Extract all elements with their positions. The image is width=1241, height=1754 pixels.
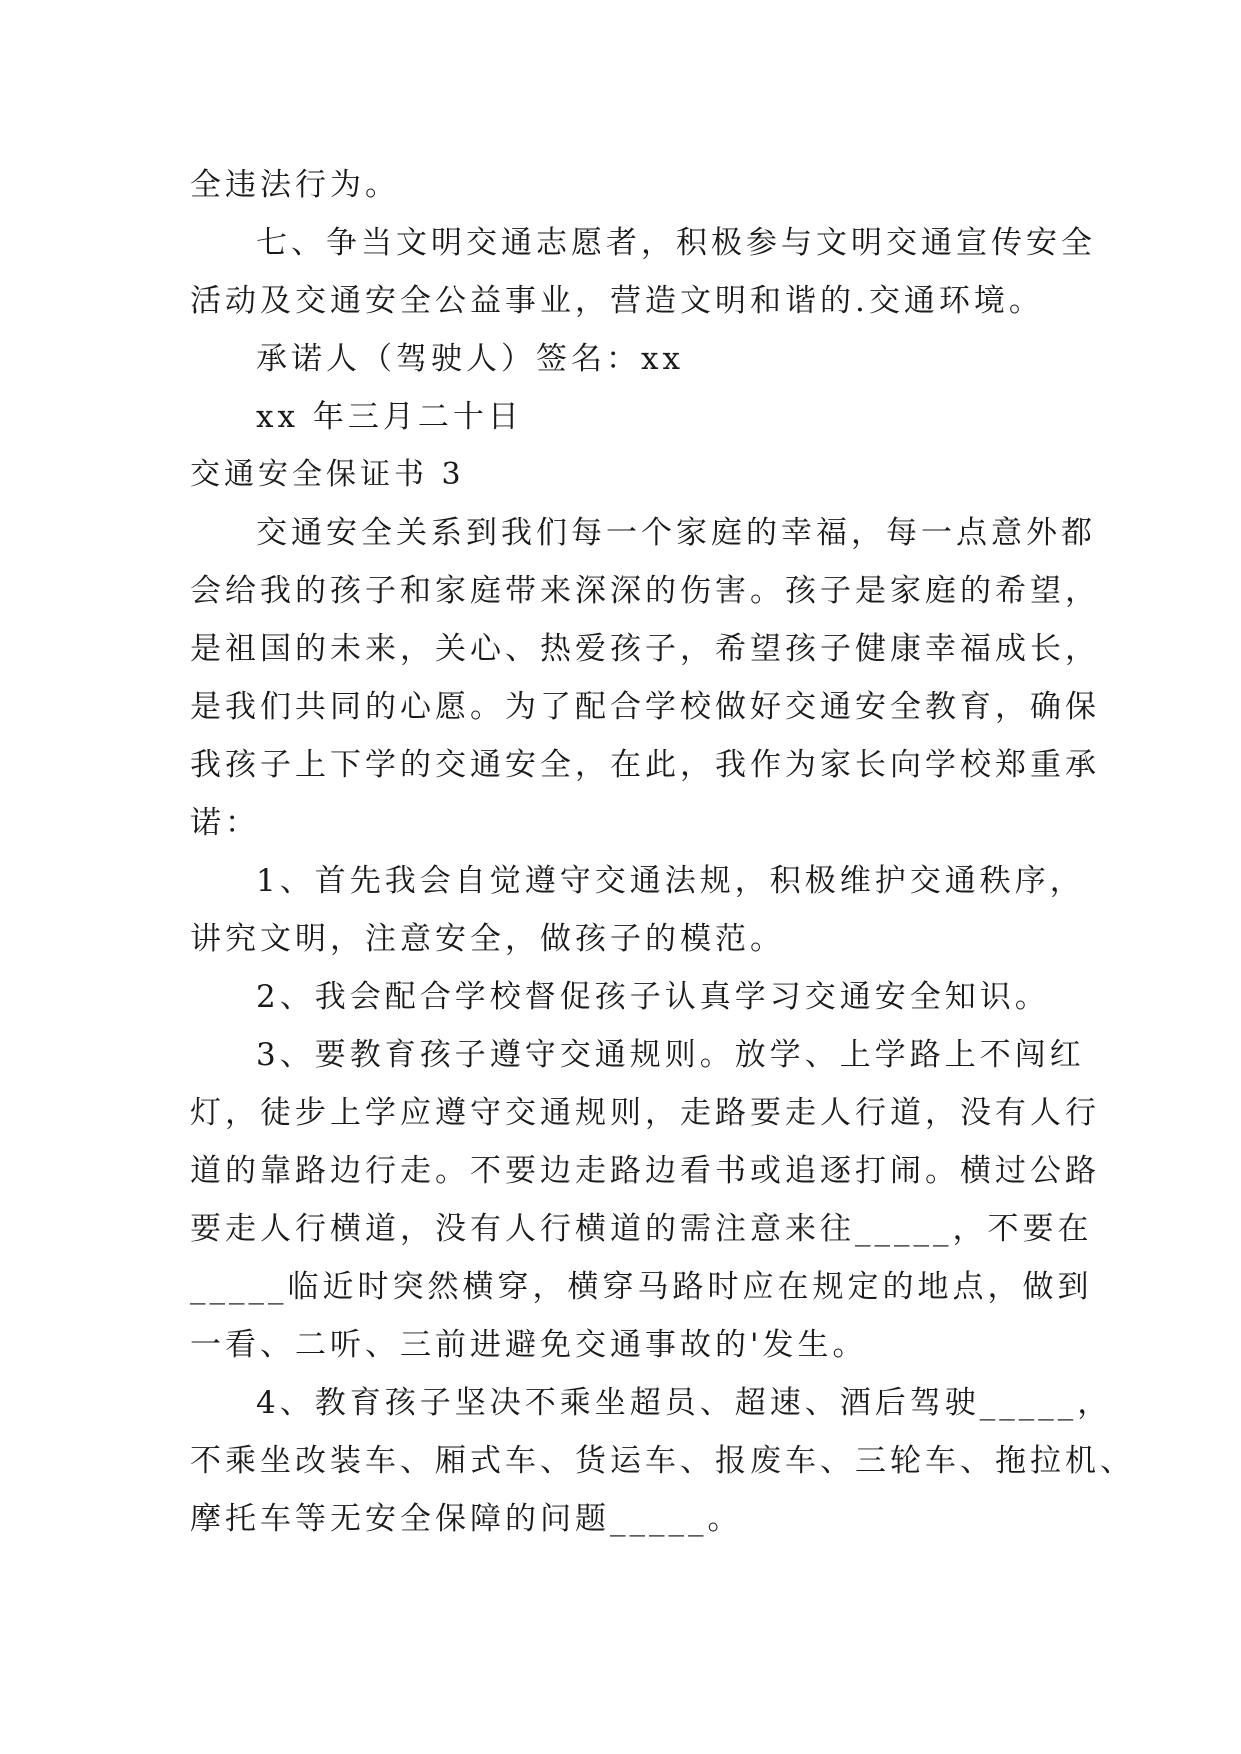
list-item: 4、教育孩子坚决不乘坐超员、超速、酒后驾驶_____， <box>256 1385 1113 1421</box>
list-item: 3、要教育孩子遵守交通规则。放学、上学路上不闯红 <box>256 1037 1085 1073</box>
document-body <box>190 156 1135 1548</box>
paragraph-line: 交通安全关系到我们每一个家庭的幸福，每一点意外都 <box>256 515 1096 551</box>
paragraph-line: _____临近时突然横穿，横穿马路时应在规定的地点，做到 <box>190 1269 1093 1305</box>
section-title: 交通安全保证书 3 <box>190 457 465 492</box>
signature-line: 承诺人（驾驶人）签名：xx <box>256 341 684 377</box>
paragraph-line: 摩托车等无安全保障的问题_____。 <box>190 1501 743 1537</box>
paragraph-line: 诺： <box>190 805 260 841</box>
paragraph-line: 全违法行为。 <box>190 167 400 203</box>
paragraph-line: 一看、二听、三前进避免交通事故的'发生。 <box>190 1327 868 1363</box>
paragraph-line: 讲究文明，注意安全，做孩子的模范。 <box>190 921 785 957</box>
paragraph-line: 七、争当文明交通志愿者，积极参与文明交通宣传安全 <box>256 225 1096 261</box>
paragraph-line: 要走人行横道，没有人行横道的需注意来往_____，不要在 <box>190 1211 1093 1247</box>
paragraph-line: 会给我的孩子和家庭带来深深的伤害。孩子是家庭的希望， <box>190 573 1100 609</box>
paragraph-line: 道的靠路边行走。不要边走路边看书或追逐打闹。横过公路 <box>190 1153 1100 1189</box>
date-line: xx 年三月二十日 <box>256 399 523 435</box>
list-item: 2、我会配合学校督促孩子认真学习交通安全知识。 <box>256 979 1050 1015</box>
paragraph-line: 灯，徒步上学应遵守交通规则，走路要走人行道，没有人行 <box>190 1095 1100 1131</box>
paragraph-line: 活动及交通安全公益事业，营造文明和谐的.交通环境。 <box>190 283 1044 319</box>
paragraph-line: 我孩子上下学的交通安全，在此，我作为家长向学校郑重承 <box>190 747 1100 783</box>
paragraph-line: 不乘坐改装车、厢式车、货运车、报废车、三轮车、拖拉机、 <box>190 1443 1135 1479</box>
list-item: 1、首先我会自觉遵守交通法规，积极维护交通秩序， <box>256 863 1085 899</box>
paragraph-line: 是我们共同的心愿。为了配合学校做好交通安全教育，确保 <box>190 689 1100 725</box>
paragraph-line: 是祖国的未来，关心、热爱孩子，希望孩子健康幸福成长， <box>190 631 1100 667</box>
